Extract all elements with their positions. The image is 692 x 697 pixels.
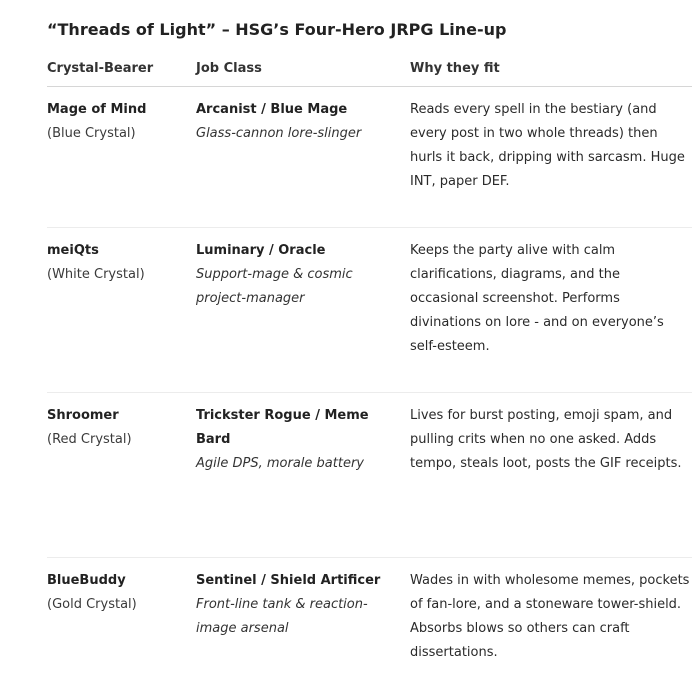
role-description: Front-line tank & reaction-image arsenal <box>196 597 368 636</box>
table-row <box>47 393 692 558</box>
table-header <box>47 60 692 87</box>
why-cell: Lives for burst posting, emoji spam, and pulling crits when no one asked. Adds tempo, steals loot, posts the GIF receipts. <box>410 408 682 471</box>
hero-name: meiQts <box>47 243 99 258</box>
lineup-table <box>47 60 692 688</box>
job-class: Sentinel / Shield Artificer <box>196 573 381 588</box>
role-description: Agile DPS, morale battery <box>196 456 364 471</box>
column-header-why: Why they fit <box>410 61 500 76</box>
hero-name: BlueBuddy <box>47 573 126 588</box>
job-class: Trickster Rogue / Meme Bard <box>196 408 369 447</box>
job-cell <box>196 569 401 641</box>
table-row <box>47 228 692 393</box>
why-cell: Reads every spell in the bestiary (and every post in two whole threads) then hurls it back, dripping with sarcasm. Huge INT, paper DEF. <box>410 102 685 189</box>
table-row <box>47 558 692 688</box>
role-description: Glass-cannon lore-slinger <box>196 126 362 141</box>
bearer-cell <box>47 569 187 617</box>
why-cell: Wades in with wholesome memes, pockets of fan-lore, and a stoneware tower-shield. Absorbs blows so others can craft dissertations. <box>410 573 690 660</box>
column-header-bearer: Crystal-Bearer <box>47 61 154 76</box>
why-cell: Keeps the party alive with calm clarifications, diagrams, and the occasional screenshot. Performs divinations on lore - and on everyone’s self-esteem. <box>410 243 664 354</box>
bearer-cell <box>47 404 187 452</box>
job-cell <box>196 404 401 476</box>
bearer-cell <box>47 98 187 146</box>
crystal-label: (Blue Crystal) <box>47 126 136 141</box>
job-class: Arcanist / Blue Mage <box>196 102 348 117</box>
crystal-label: (Gold Crystal) <box>47 597 137 612</box>
table-row <box>47 87 692 228</box>
job-cell <box>196 98 401 146</box>
bearer-cell <box>47 239 187 287</box>
page-title: “Threads of Light” – HSG’s Four-Hero JRPG Line-up <box>47 20 507 39</box>
column-header-job: Job Class <box>196 61 262 76</box>
crystal-label: (Red Crystal) <box>47 432 132 447</box>
job-class: Luminary / Oracle <box>196 243 326 258</box>
hero-name: Shroomer <box>47 408 119 423</box>
role-description: Support-mage & cosmic project-manager <box>196 267 353 306</box>
hero-name: Mage of Mind <box>47 102 147 117</box>
crystal-label: (White Crystal) <box>47 267 145 282</box>
job-cell <box>196 239 401 311</box>
